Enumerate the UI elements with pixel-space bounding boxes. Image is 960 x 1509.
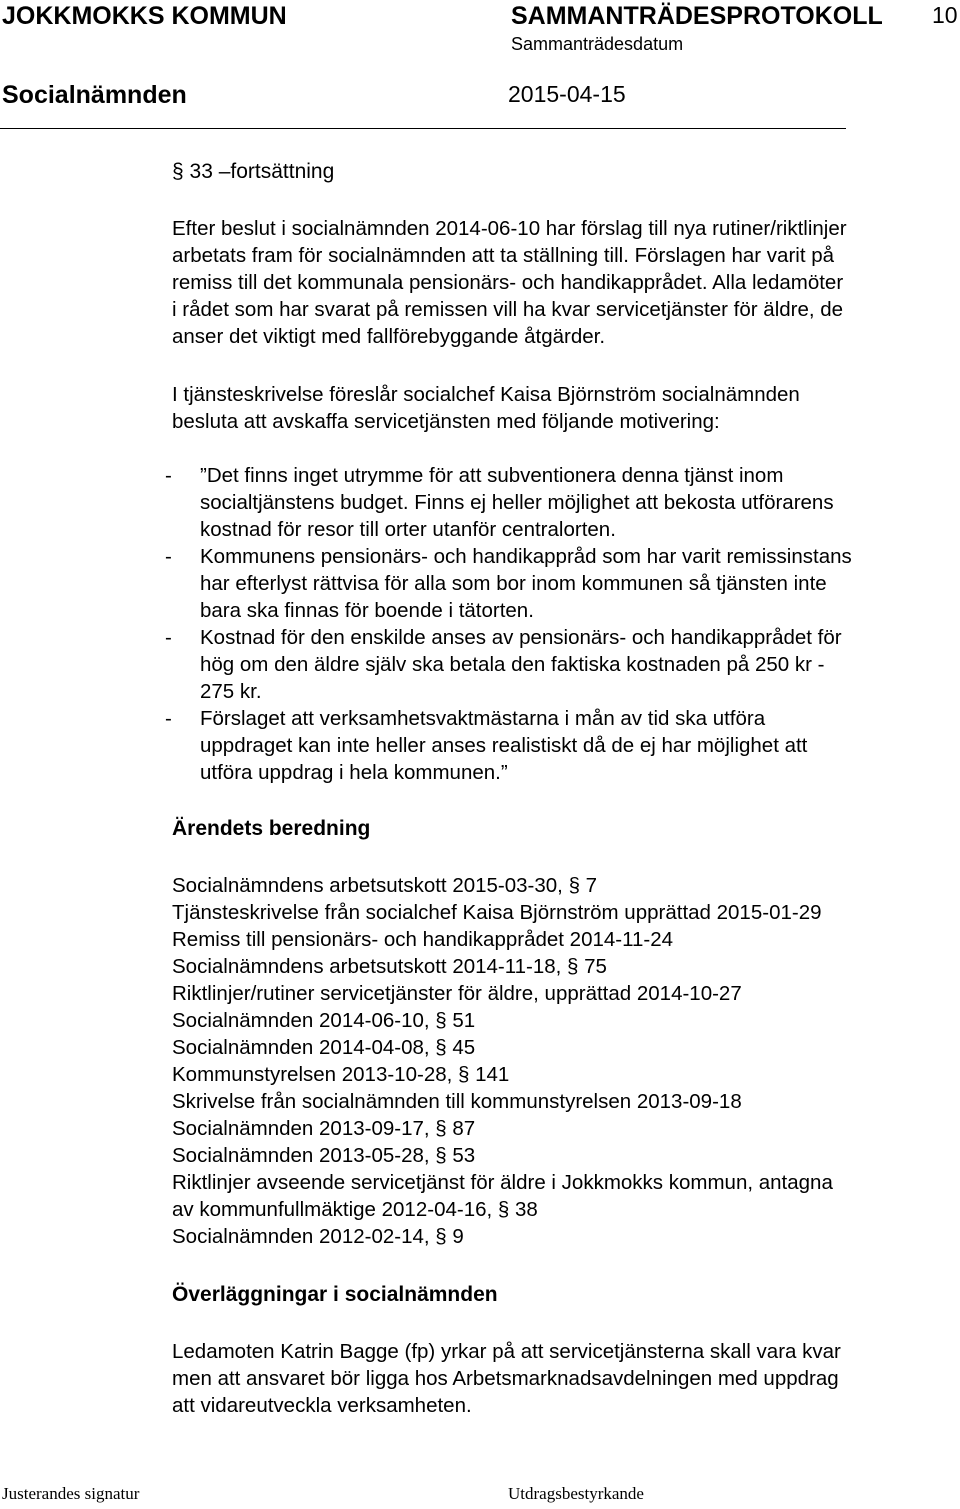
- reference-item: Riktlinjer/rutiner servicetjänster för äldre, upprättad 2014-10-27: [172, 982, 742, 1005]
- header-rule: [0, 128, 846, 129]
- reference-item: Socialnämnden 2013-05-28, § 53: [172, 1144, 476, 1167]
- text-line: Ledamoten Katrin Bagge (fp) yrkar på att servicetjänsterna skall vara kvar: [172, 1340, 841, 1363]
- reference-item: av kommunfullmäktige 2012-04-16, § 38: [172, 1198, 538, 1221]
- heading-case-preparation: Ärendets beredning: [172, 817, 371, 840]
- reference-item: Socialnämnden 2014-06-10, § 51: [172, 1009, 476, 1032]
- reference-item: Riktlinjer avseende servicetjänst för äldre i Jokkmokks kommun, antagna: [172, 1171, 833, 1194]
- list-item: [165, 543, 955, 624]
- section-title: § 33 –fortsättning: [172, 160, 335, 183]
- list-dash: -: [165, 626, 172, 649]
- text-line: remiss till det kommunala pensionärs- och handikapprådet. Alla ledamöter: [172, 271, 844, 294]
- municipality-name: JOKKMOKKS KOMMUN: [2, 2, 287, 30]
- text-line: har efterlyst rättvisa för alla som bor inom kommunen så tjänsten inte: [200, 572, 827, 595]
- text-line: Efter beslut i socialnämnden 2014-06-10 har förslag till nya rutiner/riktlinjer: [172, 217, 847, 240]
- reference-item: Skrivelse från socialnämnden till kommunstyrelsen 2013-09-18: [172, 1090, 742, 1113]
- motivation-list: [165, 462, 955, 786]
- list-dash: -: [165, 707, 172, 730]
- reference-item: Socialnämndens arbetsutskott 2014-11-18, § 75: [172, 955, 607, 978]
- text-line: arbetats fram för socialnämnden att ta ställning till. Förslagen har varit på: [172, 244, 835, 267]
- text-line: Kostnad för den enskilde anses av pensionärs- och handikapprådet för: [200, 626, 842, 649]
- list-dash: -: [165, 545, 172, 568]
- reference-item: Socialnämnden 2014-04-08, § 45: [172, 1036, 476, 1059]
- text-line: bara ska finnas för boende i tätorten.: [200, 599, 534, 622]
- reference-item: Tjänsteskrivelse från socialchef Kaisa Björnström upprättad 2015-01-29: [172, 901, 822, 924]
- text-line: besluta att avskaffa servicetjänsten med följande motivering:: [172, 410, 720, 433]
- text-line: att vidareutveckla verksamheten.: [172, 1394, 472, 1417]
- text-line: socialtjänstens budget. Finns ej heller möjlighet att bekosta utförarens: [200, 491, 834, 514]
- meeting-date-label: Sammanträdesdatum: [511, 34, 684, 54]
- committee-name: Socialnämnden: [2, 81, 187, 109]
- meeting-date: 2015-04-15: [508, 81, 626, 107]
- signature-label: Justerandes signatur: [2, 1484, 140, 1503]
- text-line: anser det viktigt med fallförebyggande åtgärder.: [172, 325, 606, 348]
- text-line: hög om den äldre själv ska betala den faktiska kostnaden på 250 kr -: [200, 653, 825, 676]
- list-item: [165, 624, 955, 705]
- text-line: Kommunens pensionärs- och handikappråd som har varit remissinstans: [200, 545, 852, 568]
- heading-deliberations: Överläggningar i socialnämnden: [172, 1283, 498, 1306]
- extract-certification-label: Utdragsbestyrkande: [508, 1484, 644, 1503]
- text-line: uppdraget kan inte heller anses realistiskt då de ej har möjlighet att: [200, 734, 808, 757]
- text-line: i rådet som har svarat på remissen vill ha kvar servicetjänster för äldre, de: [172, 298, 844, 321]
- text-line: kostnad för resor till orter utanför centralorten.: [200, 518, 616, 541]
- reference-list: [172, 872, 833, 1250]
- text-line: Förslaget att verksamhetsvaktmästarna i mån av tid ska utföra: [200, 707, 766, 730]
- text-line: men att ansvaret bör ligga hos Arbetsmarknadsavdelningen med uppdrag: [172, 1367, 839, 1390]
- page-number: 10: [932, 2, 958, 28]
- text-line: 275 kr.: [200, 680, 262, 703]
- text-line: I tjänsteskrivelse föreslår socialchef Kaisa Björnström socialnämnden: [172, 383, 800, 406]
- list-dash: -: [165, 464, 172, 487]
- list-item: [165, 705, 955, 786]
- reference-item: Socialnämnden 2012-02-14, § 9: [172, 1225, 464, 1248]
- text-line: ”Det finns inget utrymme för att subventionera denna tjänst inom: [200, 464, 784, 487]
- list-item: [165, 462, 955, 543]
- text-line: utföra uppdrag i hela kommunen.”: [200, 761, 508, 784]
- paragraph-background: [172, 215, 960, 350]
- paragraph-motion: [172, 1338, 960, 1419]
- protocol-title: SAMMANTRÄDESPROTOKOLL: [511, 2, 883, 30]
- reference-item: Socialnämndens arbetsutskott 2015-03-30, § 7: [172, 874, 598, 897]
- reference-item: Kommunstyrelsen 2013-10-28, § 141: [172, 1063, 510, 1086]
- paragraph-proposal: [172, 381, 960, 435]
- reference-item: Remiss till pensionärs- och handikapprådet 2014-11-24: [172, 928, 674, 951]
- reference-item: Socialnämnden 2013-09-17, § 87: [172, 1117, 476, 1140]
